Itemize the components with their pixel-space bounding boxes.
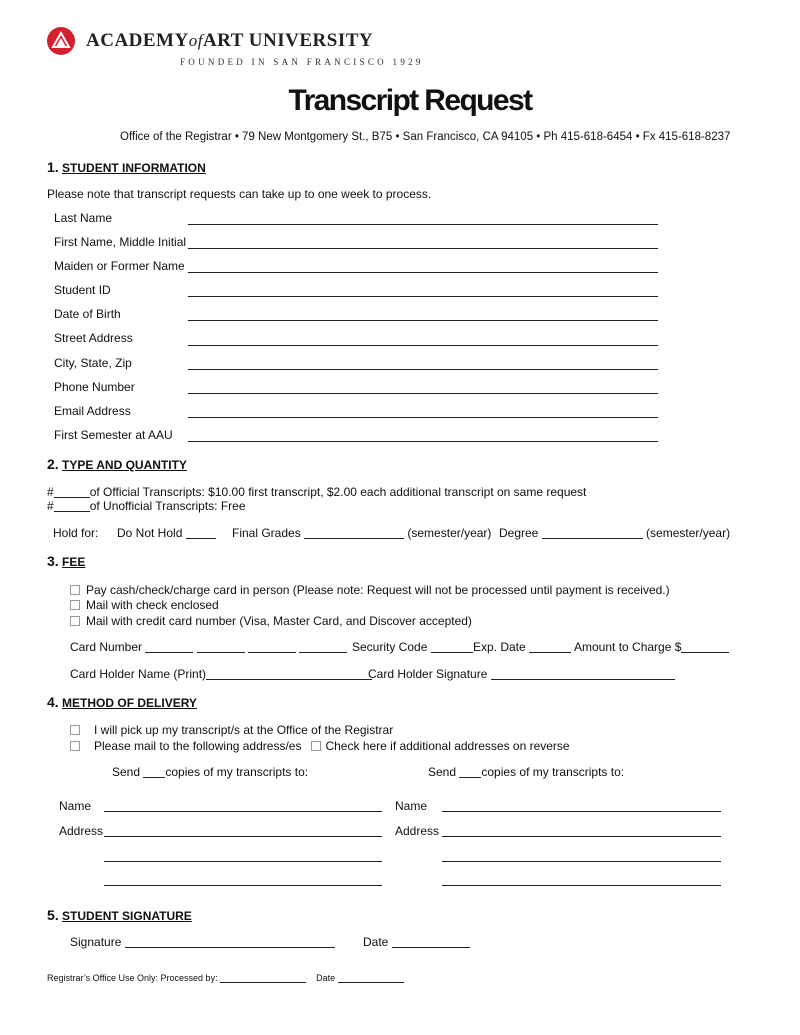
name-field-left[interactable] (104, 811, 382, 812)
degree-field[interactable] (542, 527, 643, 539)
university-logo-icon (47, 27, 75, 55)
phone-field[interactable] (188, 393, 658, 394)
section-fee: 3. FEE (47, 553, 86, 569)
address-field-right-2[interactable] (442, 861, 721, 862)
field-label-phone: Phone Number (54, 380, 135, 394)
degree-row: Degree (semester/year) (499, 526, 731, 540)
field-label-date-of-birth: Date of Birth (54, 307, 121, 321)
do-not-hold-row: Do Not Hold (117, 526, 216, 540)
signature-field[interactable] (125, 936, 335, 948)
date-of-birth-field[interactable] (188, 320, 658, 321)
page-title: Transcript Request (288, 84, 532, 117)
address-field-right-3[interactable] (442, 885, 721, 886)
student-id-field[interactable] (188, 296, 658, 297)
copies-left-field[interactable] (143, 766, 165, 778)
field-label-student-id: Student ID (54, 283, 111, 297)
field-label-first-name: First Name, Middle Initial (54, 235, 187, 249)
field-label-city-state-zip: City, State, Zip (54, 356, 132, 370)
final-grades-field[interactable] (304, 527, 404, 539)
pickup-checkbox[interactable] (70, 725, 80, 735)
send-copies-left: Send copies of my transcripts to: (112, 765, 309, 779)
card-number-row: Card Number (70, 640, 347, 654)
city-state-zip-field[interactable] (188, 369, 658, 370)
section-type-quantity: 2. TYPE AND QUANTITY (47, 456, 187, 472)
email-field[interactable] (188, 417, 658, 418)
processed-by-field[interactable] (220, 973, 306, 983)
address-field-left-3[interactable] (104, 885, 382, 886)
address-field-left-2[interactable] (104, 861, 382, 862)
unofficial-transcripts-row: # of Unofficial Transcripts: Free (47, 499, 246, 513)
security-code-row: Security Code (352, 640, 473, 654)
amount-row: Amount to Charge $ (574, 640, 729, 654)
amount-field[interactable] (681, 641, 729, 653)
address-field-left-1[interactable] (104, 836, 382, 837)
exp-date-field[interactable] (529, 641, 571, 653)
street-address-field[interactable] (188, 345, 658, 346)
section-student-information: 1. STUDENT INFORMATION (47, 159, 206, 175)
card-number-part-2[interactable] (197, 641, 245, 653)
name-label-right: Name (395, 799, 428, 813)
field-label-first-semester: First Semester at AAU (54, 428, 173, 442)
signature-date-row: Date (363, 935, 470, 949)
hold-for-label: Hold for: (53, 526, 99, 540)
fee-option-credit-card: Mail with credit card number (Visa, Master Card, and Discover accepted) (70, 614, 472, 628)
name-label-left: Name (59, 799, 92, 813)
office-date-field[interactable] (338, 973, 404, 983)
mail-checkbox[interactable] (70, 741, 80, 751)
unofficial-quantity-field[interactable] (54, 500, 90, 512)
in-person-checkbox[interactable] (70, 585, 80, 595)
card-number-part-4[interactable] (299, 641, 347, 653)
card-holder-name-row: Card Holder Name (Print) (70, 667, 372, 681)
field-label-email: Email Address (54, 404, 131, 418)
maiden-name-field[interactable] (188, 272, 658, 273)
reverse-checkbox[interactable] (311, 741, 321, 751)
fee-option-check: Mail with check enclosed (70, 598, 219, 612)
credit-card-checkbox[interactable] (70, 616, 80, 626)
name-field-right[interactable] (442, 811, 721, 812)
official-quantity-field[interactable] (54, 486, 90, 498)
section-signature: 5. STUDENT SIGNATURE (47, 907, 192, 923)
send-copies-right: Send copies of my transcripts to: (428, 765, 625, 779)
copies-right-field[interactable] (459, 766, 481, 778)
field-label-last-name: Last Name (54, 211, 113, 225)
signature-row: Signature (70, 935, 335, 949)
field-label-maiden-name: Maiden or Former Name (54, 259, 185, 273)
mail-option: Please mail to the following address/es Check here if additional addresses on reverse (70, 739, 570, 753)
do-not-hold-field[interactable] (186, 527, 216, 539)
registrar-address: Office of the Registrar • 79 New Montgomery St., B75 • San Francisco, CA 94105 • Ph 415-618-6454 • Fx 415-618-8237 (120, 131, 731, 143)
card-holder-signature-row: Card Holder Signature (368, 667, 675, 681)
check-enclosed-checkbox[interactable] (70, 600, 80, 610)
signature-date-field[interactable] (392, 936, 470, 948)
first-name-field[interactable] (188, 248, 658, 249)
university-founded: FOUNDED IN SAN FRANCISCO 1929 (180, 57, 424, 67)
office-use-row: Registrar’s Office Use Only: Processed by: Date (47, 973, 404, 983)
processing-note: Please note that transcript requests can take up to one week to process. (47, 187, 432, 201)
section-delivery: 4. METHOD OF DELIVERY (47, 694, 197, 710)
address-label-left: Address (59, 824, 104, 838)
university-name: ACADEMYofART UNIVERSITY (86, 30, 374, 51)
first-semester-field[interactable] (188, 441, 658, 442)
exp-date-row: Exp. Date (473, 640, 571, 654)
address-label-right: Address (395, 824, 440, 838)
address-field-right-1[interactable] (442, 836, 721, 837)
card-number-part-1[interactable] (145, 641, 193, 653)
card-holder-signature-field[interactable] (491, 668, 675, 680)
official-transcripts-row: # of Official Transcripts: $10.00 first transcript, $2.00 each additional transcript on same request (47, 485, 587, 499)
final-grades-row: Final Grades (semester/year) (232, 526, 492, 540)
fee-option-in-person: Pay cash/check/charge card in person (Please note: Request will not be processed until payment is received.) (70, 583, 670, 597)
security-code-field[interactable] (431, 641, 473, 653)
last-name-field[interactable] (188, 224, 658, 225)
field-label-street-address: Street Address (54, 331, 133, 345)
card-holder-name-field[interactable] (206, 668, 372, 680)
card-number-part-3[interactable] (248, 641, 296, 653)
pickup-option: I will pick up my transcript/s at the Office of the Registrar (70, 723, 393, 737)
